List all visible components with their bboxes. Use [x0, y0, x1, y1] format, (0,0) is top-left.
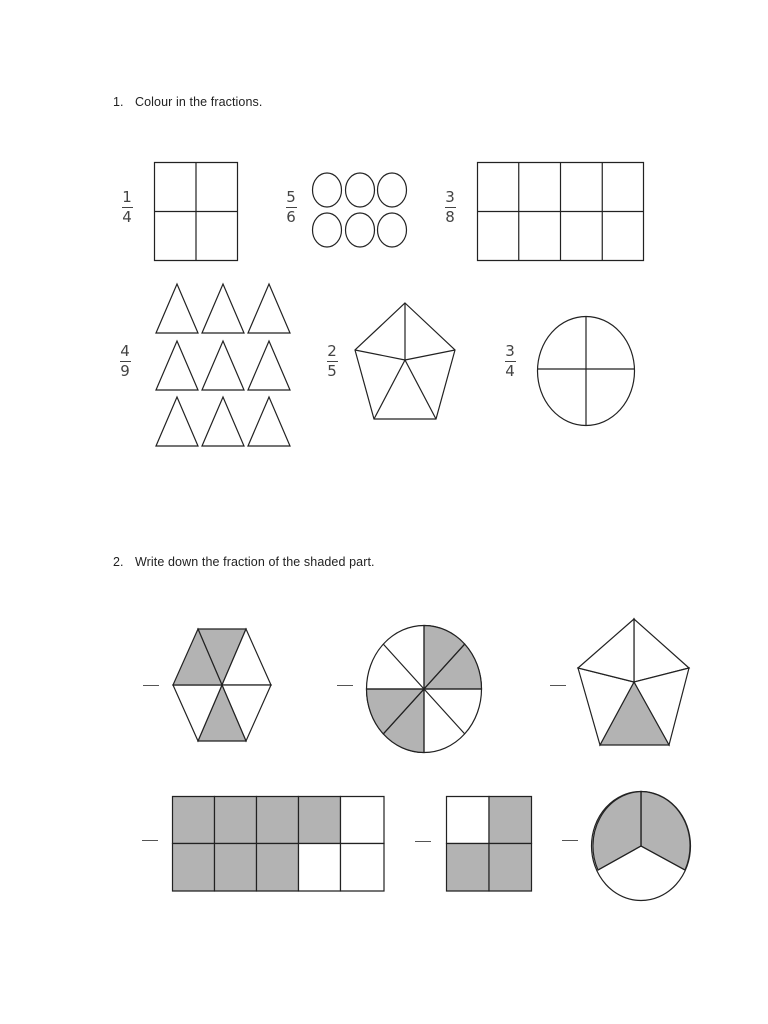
- circle-quarters-shape: [536, 315, 636, 427]
- numerator: 3: [445, 188, 455, 206]
- nine-triangles-shape: [155, 283, 291, 448]
- answer-blank-4[interactable]: [142, 840, 158, 841]
- pentagon-shaded-shape: [577, 618, 691, 746]
- answer-blank-1[interactable]: [143, 685, 159, 686]
- fraction-3-4: [500, 344, 520, 379]
- hexagon-shaded-shape: [172, 628, 272, 743]
- six-circles-shape: [311, 172, 409, 248]
- fraction-5-6: [281, 190, 301, 225]
- question-number: 2.: [113, 555, 124, 569]
- fraction-4-9: [115, 344, 135, 379]
- question-1: [113, 95, 262, 109]
- square-shaded-shape: [446, 796, 532, 892]
- circle-thirds-shaded-shape: [590, 790, 692, 902]
- answer-blank-5[interactable]: [415, 841, 431, 842]
- rectangle-tenths-shaded-shape: [172, 796, 385, 892]
- numerator: 1: [122, 188, 132, 206]
- denominator: 4: [505, 362, 515, 380]
- numerator: 4: [120, 342, 130, 360]
- answer-blank-6[interactable]: [562, 840, 578, 841]
- fraction-3-8: [440, 190, 460, 225]
- denominator: 8: [445, 208, 455, 226]
- denominator: 4: [122, 208, 132, 226]
- question-number: 1.: [113, 95, 124, 109]
- numerator: 3: [505, 342, 515, 360]
- fraction-2-5: [322, 344, 342, 379]
- denominator: 6: [286, 208, 296, 226]
- answer-blank-2[interactable]: [337, 685, 353, 686]
- numerator: 5: [286, 188, 296, 206]
- question-2: [113, 555, 375, 569]
- fraction-1-4: [117, 190, 137, 225]
- square-quarters-shape: [154, 162, 238, 261]
- question-text: Write down the fraction of the shaded part.: [135, 555, 375, 569]
- numerator: 2: [327, 342, 337, 360]
- denominator: 9: [120, 362, 130, 380]
- rectangle-eighths-shape: [477, 162, 644, 261]
- answer-blank-3[interactable]: [550, 685, 566, 686]
- denominator: 5: [327, 362, 337, 380]
- pentagon-fifths-shape: [354, 302, 456, 420]
- question-text: Colour in the fractions.: [135, 95, 263, 109]
- circle-eighths-shaded-shape: [365, 624, 483, 755]
